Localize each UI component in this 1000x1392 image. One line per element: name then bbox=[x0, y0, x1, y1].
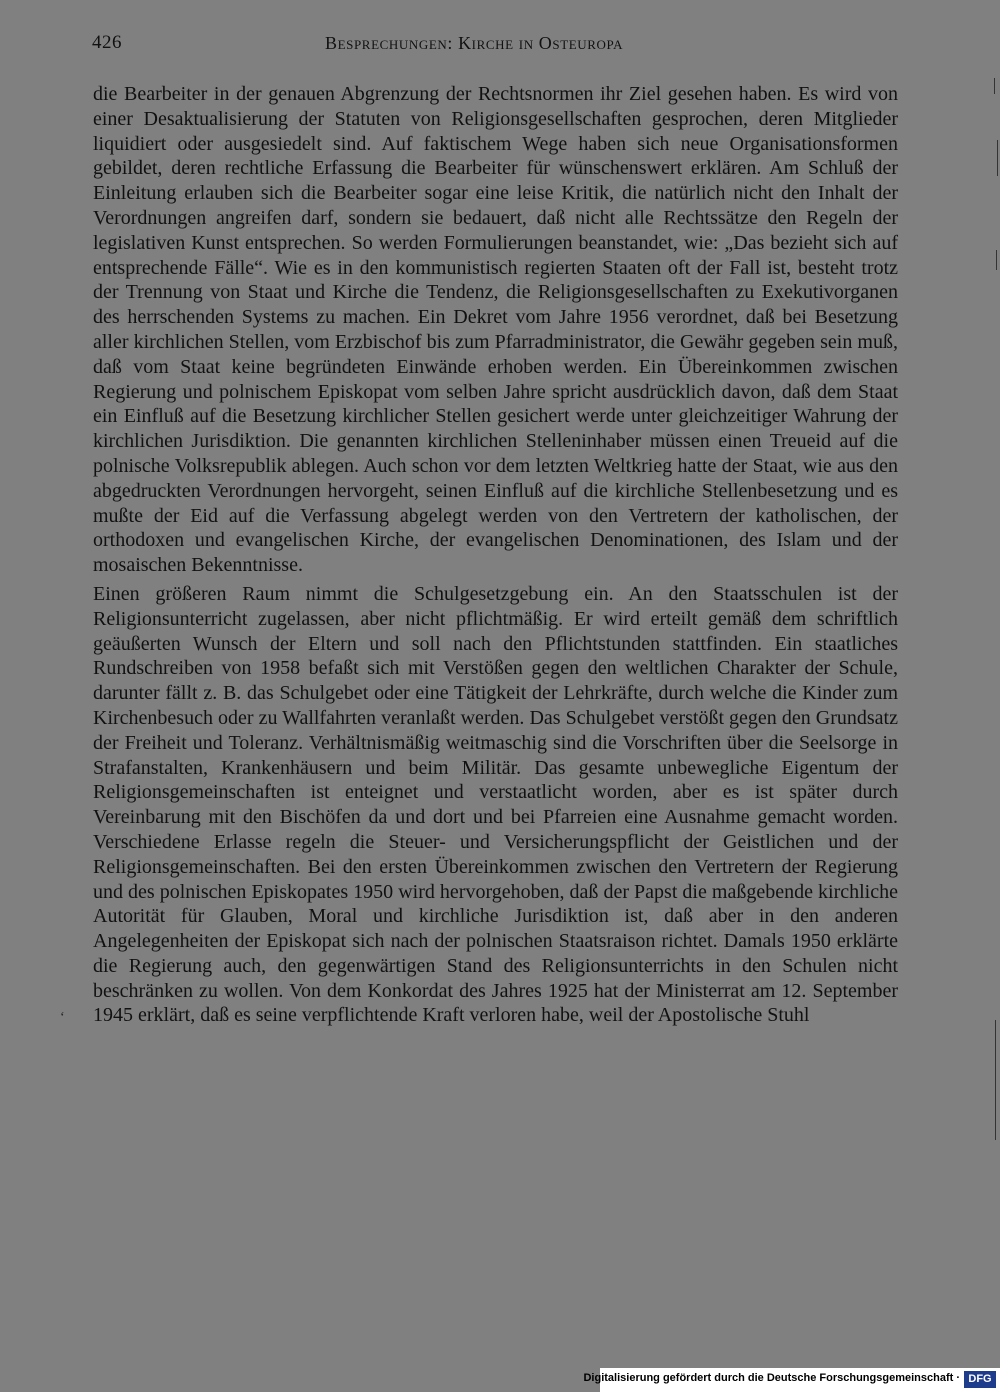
margin-mark bbox=[996, 250, 997, 270]
margin-mark bbox=[995, 1020, 996, 1140]
footer-credit: Digitalisierung gefördert durch die Deutsche Forschungsgemeinschaft · bbox=[583, 1372, 960, 1384]
body-text bbox=[93, 82, 898, 1028]
paragraph-2: Einen größeren Raum nimmt die Schulgesetzgebung ein. An den Staatsschulen ist der Religionsunterricht zugelassen, aber nicht pflichtmäßig. Er wird erteilt gemäß dem schriftlich geäußerten Wunsch der Eltern und soll nach den Pflichtstunden stattfinden. Ein staatliches Rundschreiben von 1958 befaßt sich mit Verstößen gegen den weltlichen Charakter der Schule, darunter fällt z. B. das Schulgebet oder eine Tätigkeit der Lehrkräfte, durch welche die Kinder zum Kirchenbesuch oder zu Wallfahrten veranlaßt werden. Das Schulgebet verstößt gegen den Grundsatz der Freiheit und Toleranz. Verhältnismäßig weitmaschig sind die Vorschriften über die Seelsorge in Strafanstalten, Krankenhäusern und beim Militär. Das gesamte unbewegliche Eigentum der Religionsgemeinschaften ist enteignet und verstaatlicht worden, aber es ist später durch Vereinbarung mit den Bischöfen da und dort und bei Pfarreien eine Ausnahme gemacht worden. Verschiedene Erlasse regeln die Steuer- und Versicherungspflicht der Geistlichen und der Religionsgemeinschaften. Bei den ersten Übereinkommen zwischen den Vertretern der Regierung und des polnischen Episkopates 1950 wird hervorgehoben, daß der Papst die maßgebende kirchliche Autorität für Glauben, Moral und kirchliche Jurisdiktion ist, daß aber in den anderen Angelegenheiten der Episkopat sich nach der polnischen Staatsraison richtet. Damals 1950 erklärte die Regierung auch, den gegenwärtigen Stand des Religionsunterrichts in den Schulen nicht beschränken zu wollen. Von dem Konkordat des Jahres 1925 hat der Ministerrat am 12. September 1945 erklärt, daß es seine verpflichtende Kraft verloren habe, weil der Apostolische Stuhl bbox=[93, 582, 898, 1027]
footer-credit-bar bbox=[583, 1368, 1000, 1392]
margin-mark bbox=[997, 140, 998, 176]
page-number: 426 bbox=[92, 32, 122, 53]
dfg-logo: DFG bbox=[964, 1371, 996, 1388]
margin-mark bbox=[994, 78, 995, 94]
running-title: Besprechungen: Kirche in Osteuropa bbox=[325, 33, 624, 53]
scan-speck: ‘ bbox=[60, 1010, 65, 1025]
paragraph-1: die Bearbeiter in der genauen Abgrenzung der Rechtsnormen ihr Ziel gesehen haben. Es wird von einer Desaktualisierung der Statuten von Religionsgesellschaften gesprochen, deren Mitglieder liquidiert oder ausgesiedelt sind. Auf faktischem Wege haben sich neue Organisationsformen gebildet, deren rechtliche Erfassung die Bearbeiter für wünschenswert erklären. Am Schluß der Einleitung erlauben sich die Bearbeiter sogar eine leise Kritik, die natürlich nicht den Inhalt der Verordnungen angreifen darf, sondern sie bedauert, daß nicht alle Rechtssätze den Regeln der legislativen Kunst entsprechen. So werden Formulierungen beanstandet, wie: „Das bezieht sich auf entsprechende Fälle“. Wie es in den kommunistisch regierten Staaten oft der Fall ist, besteht trotz der Trennung von Staat und Kirche die Tendenz, die Religionsgesellschaften zu Exekutivorganen des herrschenden Systems zu machen. Ein Dekret vom Jahre 1956 verordnet, daß bei Besetzung aller kirchlichen Stellen, vom Erzbischof bis zum Pfarradministrator, die Gewähr gegeben sein muß, daß vom Staat keine begründeten Einwände erhoben werden. Ein Übereinkommen zwischen Regierung und polnischem Episkopat vom selben Jahre spricht ausdrücklich davon, daß dem Staat ein Einfluß auf die Besetzung kirchlicher Stellen gesichert werde unter gleichzeitiger Wahrung der kirchlichen Jurisdiktion. Die genannten kirchlichen Stelleninhaber müssen einen Treueid auf die polnische Volksrepublik ablegen. Auch schon vor dem letzten Weltkrieg hatte der Staat, wie aus den abgedruckten Verordnungen hervorgeht, seinen Einfluß auf die kirchliche Stellenbesetzung und es mußte der Eid auf die Verfassung abgelegt werden von den Vertretern der katholischen, der orthodoxen und evangelischen Kirche, der evangelischen Denominationen, des Islam und der mosaischen Bekenntnisse. bbox=[93, 83, 898, 577]
